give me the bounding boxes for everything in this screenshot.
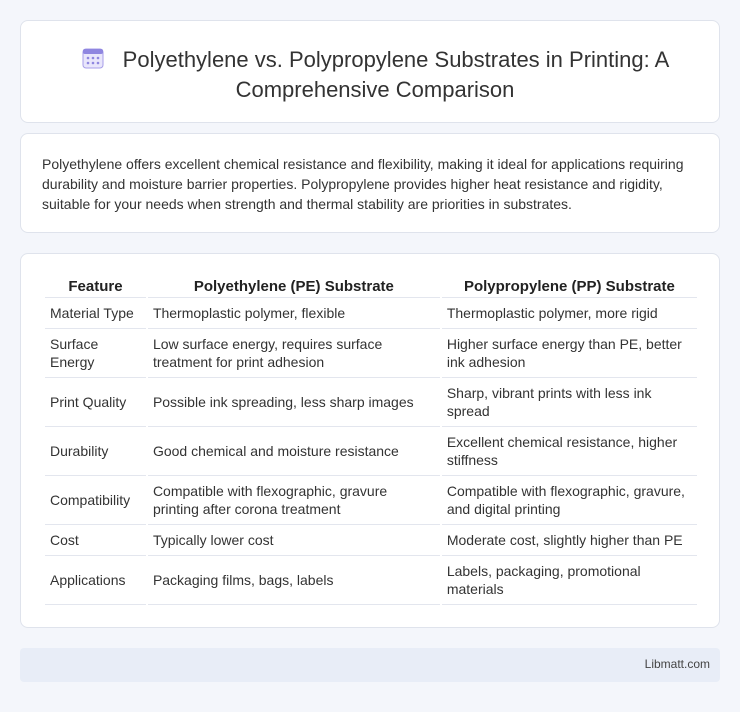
row-pp: Labels, packaging, promotional materials bbox=[442, 556, 697, 605]
summary-text: Polyethylene offers excellent chemical resistance and flexibility, making it ideal for applications requiring durability and moisture barrier properties. Polypropylene provides higher heat resistance and rigidity, suitable for your needs when strength and thermal stability are priorities in substrates. bbox=[42, 156, 684, 212]
table-header-row bbox=[45, 276, 697, 298]
comparison-table bbox=[43, 276, 699, 605]
row-feature: Material Type bbox=[45, 298, 146, 329]
table-row bbox=[45, 427, 697, 476]
row-pp: Thermoplastic polymer, more rigid bbox=[442, 298, 697, 329]
row-feature: Compatibility bbox=[45, 476, 146, 525]
footer-bar bbox=[20, 648, 720, 682]
row-pe: Possible ink spreading, less sharp images bbox=[148, 378, 440, 427]
table-row bbox=[45, 556, 697, 605]
table-row bbox=[45, 476, 697, 525]
calendar-icon bbox=[81, 46, 105, 70]
row-pe: Good chemical and moisture resistance bbox=[148, 427, 440, 476]
row-pp: Moderate cost, slightly higher than PE bbox=[442, 525, 697, 556]
row-feature: Print Quality bbox=[45, 378, 146, 427]
row-pe: Typically lower cost bbox=[148, 525, 440, 556]
row-pp: Compatible with flexographic, gravure, and digital printing bbox=[442, 476, 697, 525]
row-pe: Compatible with flexographic, gravure printing after corona treatment bbox=[148, 476, 440, 525]
row-pe: Low surface energy, requires surface treatment for print adhesion bbox=[148, 329, 440, 378]
page-title-wrap bbox=[51, 45, 699, 105]
row-feature: Cost bbox=[45, 525, 146, 556]
row-feature: Applications bbox=[45, 556, 146, 605]
header-pp: Polypropylene (PP) Substrate bbox=[442, 276, 697, 298]
header-card bbox=[20, 20, 720, 123]
row-pe: Packaging films, bags, labels bbox=[148, 556, 440, 605]
row-feature: Durability bbox=[45, 427, 146, 476]
table-row bbox=[45, 378, 697, 427]
footer-brand-link[interactable]: Libmatt.com bbox=[644, 657, 710, 671]
table-row bbox=[45, 329, 697, 378]
row-pp: Excellent chemical resistance, higher stiffness bbox=[442, 427, 697, 476]
table-row bbox=[45, 525, 697, 556]
header-feature: Feature bbox=[45, 276, 146, 298]
row-pp: Higher surface energy than PE, better ink adhesion bbox=[442, 329, 697, 378]
row-pp: Sharp, vibrant prints with less ink spread bbox=[442, 378, 697, 427]
comparison-card bbox=[20, 253, 720, 628]
summary-card bbox=[20, 133, 720, 233]
table-row bbox=[45, 298, 697, 329]
header-pe: Polyethylene (PE) Substrate bbox=[148, 276, 440, 298]
row-feature: Surface Energy bbox=[45, 329, 146, 378]
page-title: Polyethylene vs. Polypropylene Substrates in Printing: A Comprehensive Comparison bbox=[122, 47, 670, 102]
row-pe: Thermoplastic polymer, flexible bbox=[148, 298, 440, 329]
